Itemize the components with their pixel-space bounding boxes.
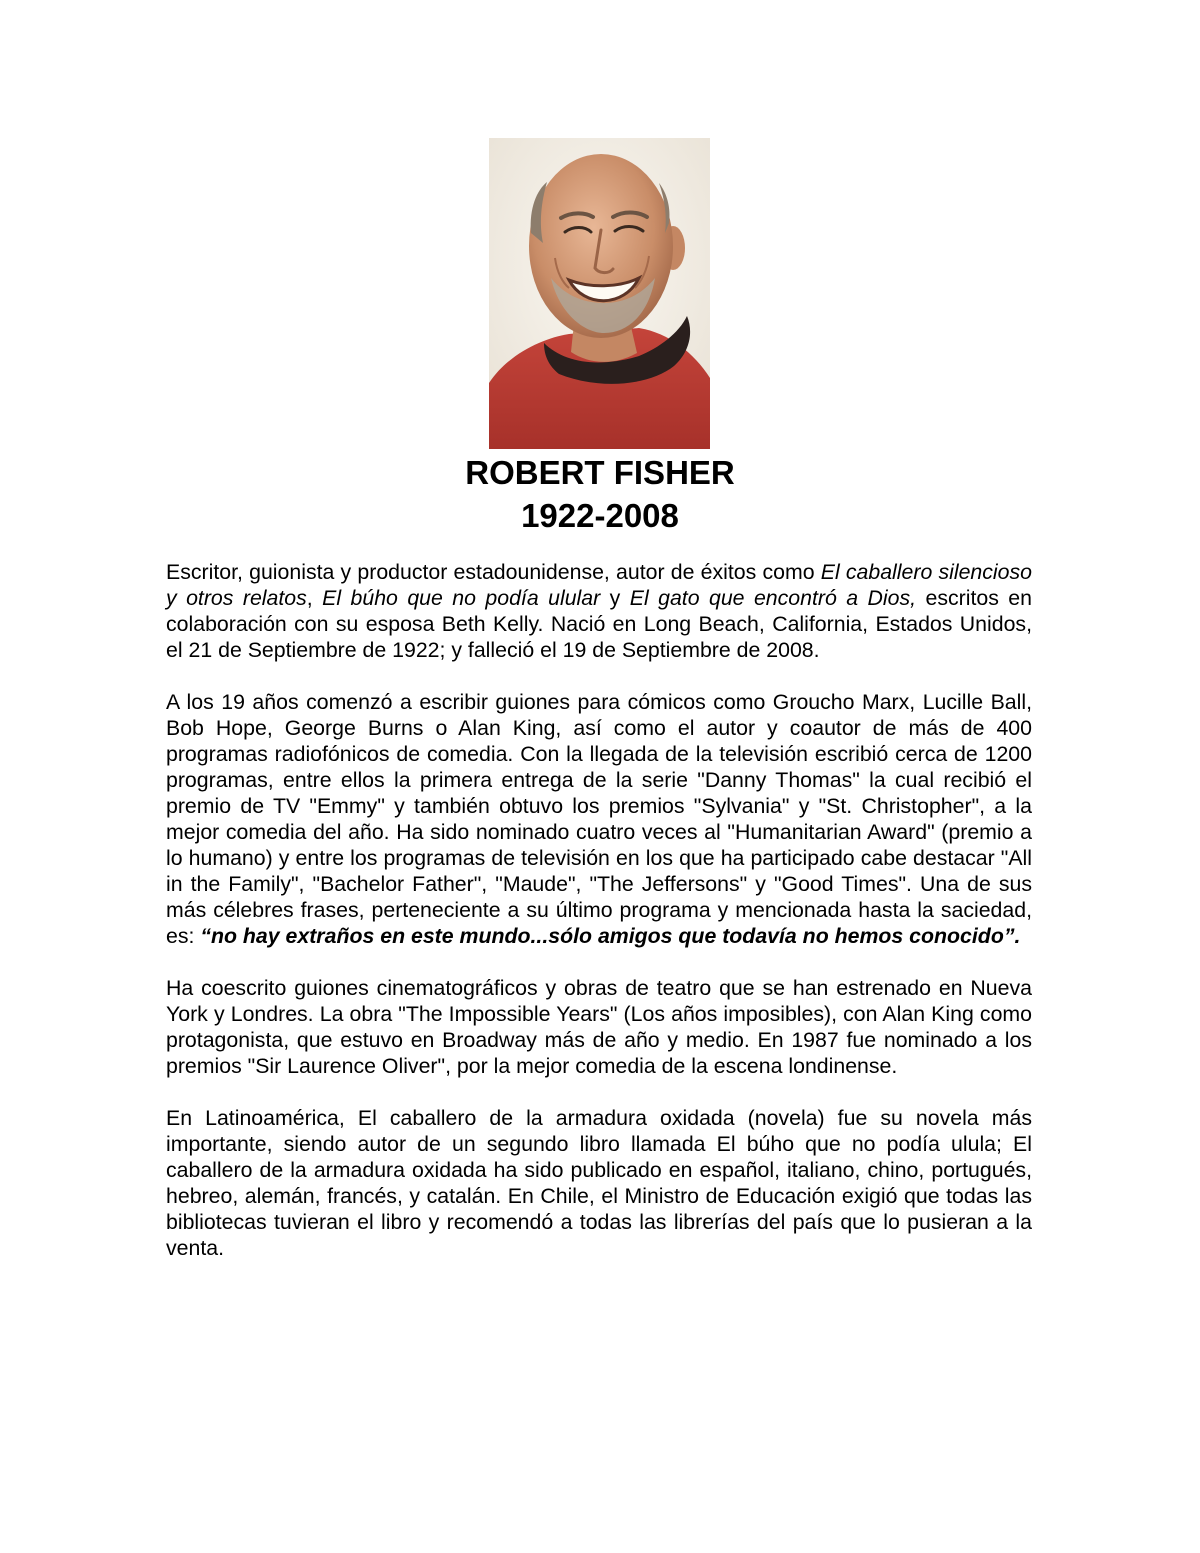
author-portrait-photo: [489, 138, 710, 449]
title-block: [0, 451, 1200, 537]
biography-body: [166, 559, 1032, 1287]
paragraph-1: [166, 559, 1032, 663]
portrait-illustration: [489, 138, 710, 449]
p1-text-e: y: [600, 586, 630, 610]
paragraph-3: Ha coescrito guiones cinematográficos y obras de teatro que se han estrenado en Nueva York y Londres. La obra "The Impossible Years" (Los años imposibles), con Alan King como protagonista, que estuvo en Broadway más de año y medio. En 1987 fue nominado a los premios "Sir Laurence Oliver", por la mejor comedia de la escena londinense.: [166, 976, 1032, 1078]
p1-title-gato: El gato que encontró a Dios,: [629, 586, 917, 610]
paragraph-2: [166, 689, 1032, 949]
paragraph-4: En Latinoamérica, El caballero de la armadura oxidada (novela) fue su novela más importante, siendo autor de un segundo libro llamada El búho que no podía ulula; El caballero de la armadura oxidada ha sido publicado en español, italiano, chino, portugués, hebreo, alemán, francés, y catalán. En Chile, el Ministro de Educación exigió que todas las bibliotecas tuvieran el libro y recomendó a todas las librerías del país que lo pusieran a la venta.: [166, 1106, 1032, 1260]
p1-text-g: escritos en colaboración con su esposa Beth Kelly. Nació en Long Beach, California, Estados Unidos, el 21 de Septiembre de 1922; y falleció el 19 de Septiembre de 2008.: [166, 586, 1032, 662]
p2-text: A los 19 años comenzó a escribir guiones para cómicos como Groucho Marx, Lucille Ball, Bob Hope, George Burns o Alan King, así como el autor y coautor de más de 400 programas radiofónicos de comedia. Con la llegada de la televisión escribió cerca de 1200 programas, entre ellos la primera entrega de la serie "Danny Thomas" la cual recibió el premio de TV "Emmy" y también obtuvo los premios "Sylvania" y "St. Christopher", a la mejor comedia del año. Ha sido nominado cuatro veces al "Humanitarian Award" (premio a lo humano) y entre los programas de televisión en los que ha participado cabe destacar "All in the Family", "Bachelor Father", "Maude", "The Jeffersons" y "Good Times". Una de sus más célebres frases, perteneciente a su último programa y mencionada hasta la saciedad, es:: [166, 690, 1032, 948]
p1-text-a: Escritor, guionista y productor estadounidense, autor de éxitos como: [166, 560, 821, 584]
author-years: 1922-2008: [521, 497, 679, 534]
famous-quote: “no hay extraños en este mundo...sólo amigos que todavía no hemos conocido”.: [200, 924, 1021, 948]
p1-text-c: ,: [306, 586, 323, 610]
p1-title-caballero-silencioso: El caballero silencioso y otros relatos: [166, 560, 1032, 610]
p1-title-buho: El búho que no podía ulular: [322, 586, 601, 610]
author-name: ROBERT FISHER: [465, 454, 735, 491]
